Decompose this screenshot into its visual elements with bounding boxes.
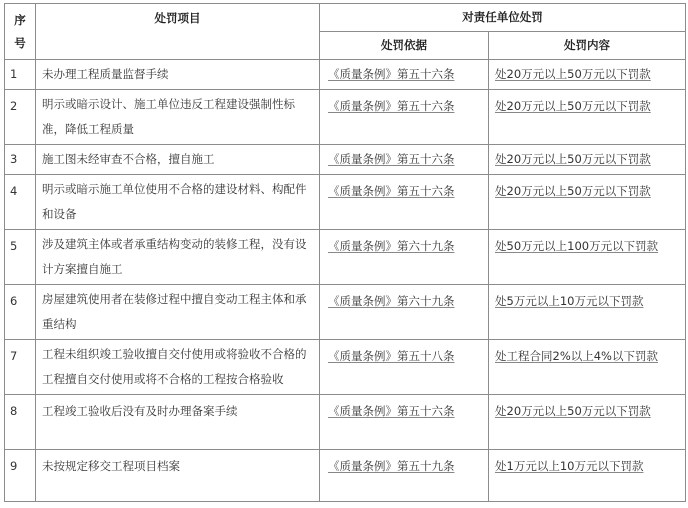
table-row: [5, 230, 686, 285]
penalty-item: 工程竣工验收后没有及时办理备案手续: [36, 395, 320, 450]
basis-header: 处罚依据: [320, 32, 489, 60]
penalty-content: 处20万元以上50万元以下罚款: [489, 60, 686, 90]
row-number: 3: [5, 145, 36, 175]
header-row-1: [5, 4, 686, 32]
row-number: 8: [5, 395, 36, 450]
penalty-content: 处20万元以上50万元以下罚款: [489, 175, 686, 230]
penalty-item: 明示或暗示设计、施工单位违反工程建设强制性标准，降低工程质量: [36, 90, 320, 145]
row-number: 1: [5, 60, 36, 90]
table-row: [5, 90, 686, 145]
table-row: [5, 60, 686, 90]
penalty-item: 房屋建筑使用者在装修过程中擅自变动工程主体和承重结构: [36, 285, 320, 340]
penalty-item: 明示或暗示施工单位使用不合格的建设材料、构配件和设备: [36, 175, 320, 230]
penalty-basis-link[interactable]: 《质量条例》第六十九条: [320, 285, 489, 340]
penalty-item: 施工图未经审查不合格，擅自施工: [36, 145, 320, 175]
penalty-content: 处1万元以上10万元以下罚款: [489, 450, 686, 502]
table-row: [5, 145, 686, 175]
seq-header: [5, 4, 36, 60]
penalty-basis-link[interactable]: 《质量条例》第五十九条: [320, 450, 489, 502]
item-header: 处罚项目: [36, 4, 320, 60]
row-number: 2: [5, 90, 36, 145]
penalty-basis-link[interactable]: 《质量条例》第五十六条: [320, 60, 489, 90]
penalty-item: 工程未组织竣工验收擅自交付使用或将验收不合格的工程擅自交付使用或将不合格的工程按合格验收: [36, 340, 320, 395]
penalty-basis-link[interactable]: 《质量条例》第五十六条: [320, 175, 489, 230]
penalty-item: 未办理工程质量监督手续: [36, 60, 320, 90]
table-row: [5, 175, 686, 230]
row-number: 6: [5, 285, 36, 340]
row-number: 9: [5, 450, 36, 502]
penalty-basis-link[interactable]: 《质量条例》第五十六条: [320, 90, 489, 145]
penalty-content: 处5万元以上10万元以下罚款: [489, 285, 686, 340]
penalty-basis-link[interactable]: 《质量条例》第五十六条: [320, 145, 489, 175]
penalty-basis-link[interactable]: 《质量条例》第六十九条: [320, 230, 489, 285]
penalty-content: 处工程合同2%以上4%以下罚款: [489, 340, 686, 395]
table-row: [5, 450, 686, 502]
penalty-item: 涉及建筑主体或者承重结构变动的装修工程，没有设计方案擅自施工: [36, 230, 320, 285]
group-header: 对责任单位处罚: [320, 4, 686, 32]
penalty-content: 处20万元以上50万元以下罚款: [489, 145, 686, 175]
seq-header-line1: 序: [14, 12, 26, 27]
table-row: [5, 340, 686, 395]
penalty-basis-link[interactable]: 《质量条例》第五十六条: [320, 395, 489, 450]
penalty-table: [4, 3, 686, 502]
penalty-content: 处20万元以上50万元以下罚款: [489, 395, 686, 450]
table-row: [5, 395, 686, 450]
seq-header-line2: 号: [14, 35, 26, 50]
row-number: 4: [5, 175, 36, 230]
penalty-content: 处20万元以上50万元以下罚款: [489, 90, 686, 145]
penalty-content: 处50万元以上100万元以下罚款: [489, 230, 686, 285]
row-number: 7: [5, 340, 36, 395]
content-header: 处罚内容: [489, 32, 686, 60]
penalty-item: 未按规定移交工程项目档案: [36, 450, 320, 502]
row-number: 5: [5, 230, 36, 285]
table-row: [5, 285, 686, 340]
penalty-basis-link[interactable]: 《质量条例》第五十八条: [320, 340, 489, 395]
